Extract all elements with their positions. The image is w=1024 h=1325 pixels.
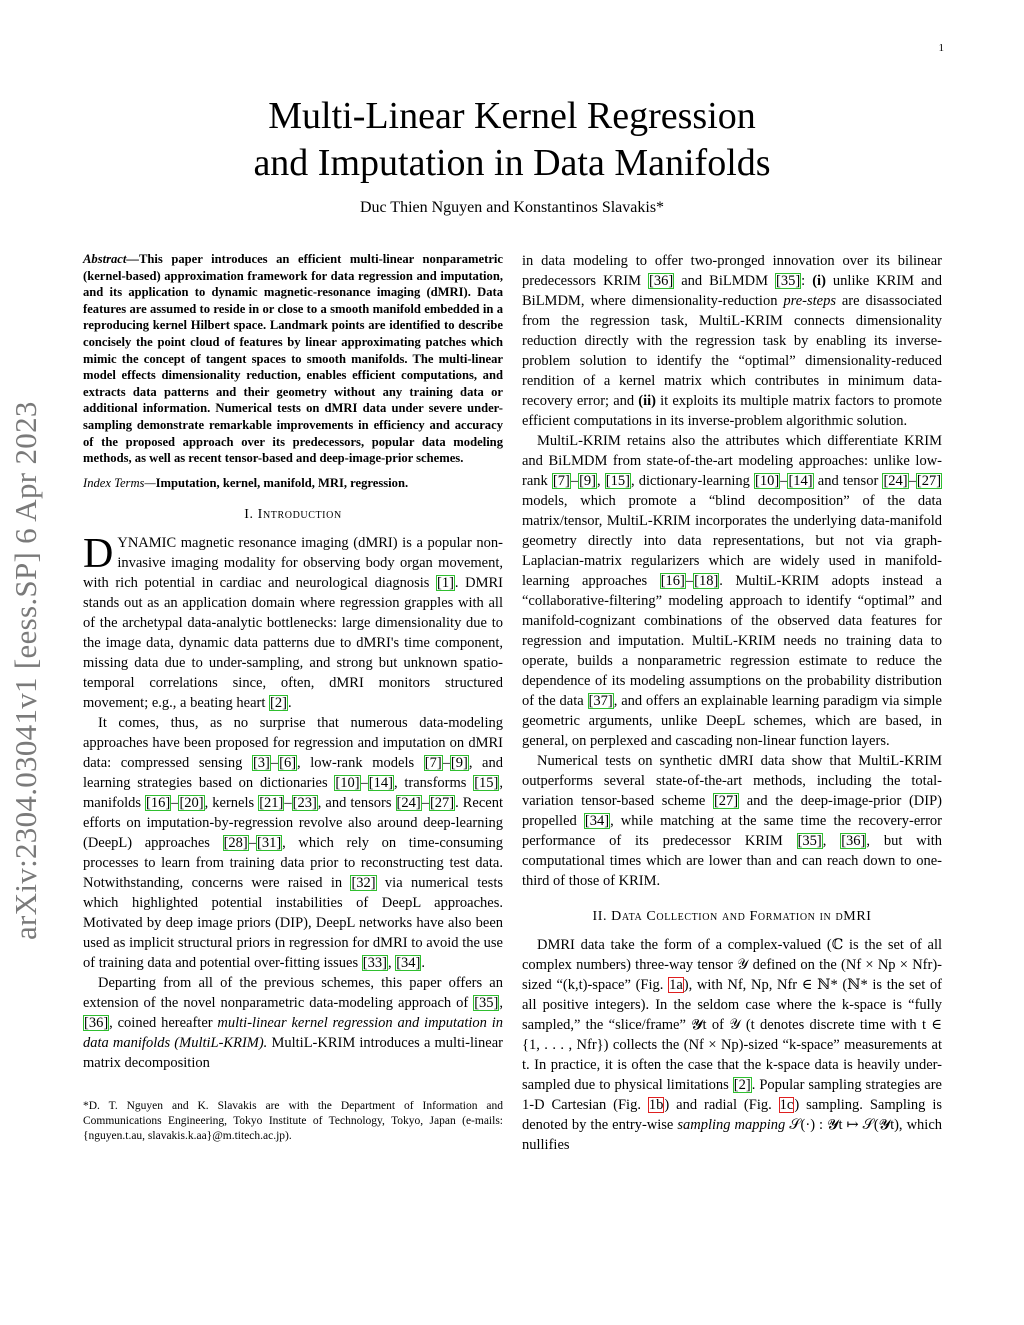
citation-link[interactable]: [9] xyxy=(579,473,597,489)
citation-link[interactable]: [3] xyxy=(252,755,270,772)
paragraph-intro-5: MultiL-KRIM retains also the attributes which differentiate KRIM and BiLMDM from state-of-the-art modeling approaches: unlike low-rank [7]–[9], [15], dictionary-learning [10]–[14] and tensor [24]–[27] models, which promote a “blind decomposition” of the data matrix/tensor, MultiL-KRIM incorporates the underlying data-manifold geometry directly into data representations, but not via graph-Laplacian-matrix regularizers which are widely used in manifold-learning approaches [16]–[18]. MultiL-KRIM adopts instead a “collaborative-filtering” modeling approach to identify “optimal” and manifold-cognizant combinations of the observed data features for regression and imputation. MultiL-KRIM needs no training data to operate, builds a nonparametric regression estimate to reduce the dependence of its modeling assumptions on the probability distribution of the data [37], and offers an explainable learning paradigm via simple geometric arguments, unlike DeepL schemes, which are based, in general, on perplexed and cascading non-linear function layers. xyxy=(522,433,942,749)
index-terms-lead: Index Terms— xyxy=(83,475,156,490)
page-number: 1 xyxy=(938,42,944,54)
citation-link[interactable]: [16] xyxy=(660,573,685,589)
index-terms xyxy=(83,475,503,492)
bold-text: (ii) xyxy=(638,393,656,409)
citation-link[interactable]: [7] xyxy=(552,473,570,489)
paragraph-intro-4: in data modeling to offer two-pronged innovation over its bilinear predecessors KRIM [36] and BiLMDM [35]: (i) unlike KRIM and BiLMDM, where dimensionality-reduction pre-steps are disassociated from the regression task, MultiL-KRIM connects dimensionality reduction directly with the regression task by enabling its inverse-problem solution to identify the “optimal” dimensionality-reduced rendition of a kernel matrix which contributes in minimum data-recovery error; and (ii) it exploits its multiple matrix factors to promote efficient computations in its inverse-problem algorithmic solution. xyxy=(522,253,943,429)
citation-link[interactable]: [21] xyxy=(259,795,284,812)
section-heading-introduction: I. Introduction xyxy=(244,507,342,523)
abstract-lead: Abstract— xyxy=(83,252,139,266)
citation-link[interactable]: [31] xyxy=(257,835,282,852)
emphasis-text: pre-steps xyxy=(783,293,836,309)
citation-link[interactable]: [27] xyxy=(429,795,455,812)
citation-link[interactable]: [14] xyxy=(368,775,393,792)
abstract-body: This paper introduces an efficient multi-linear nonparametric (kernel-based) approximation framework for data regression and imputation, and its application to dynamic magnetic-resonance imaging (dMRI). Data features are assumed to reside in or close to a smooth manifold embedded in a reproducing kernel Hilbert space. Landmark points are identified to describe concisely the point cloud of features by linear approximating patches which mimic the concept of tangent spaces to smooth manifolds. The multi-linear model effects dimensionality reduction, enables efficient computations, and extracts data patterns and their geometry without any training data or additional information. Numerical tests on dMRI data under severe under-sampling demonstrate remarkable improvements in efficiency and accuracy of the proposed approach over its predecessors, popular data modeling methods, as well as recent tensor-based and deep-image-prior schemes. xyxy=(83,252,503,466)
citation-link[interactable]: [10] xyxy=(335,775,360,792)
citation-link[interactable]: [34] xyxy=(396,955,421,972)
paragraph-intro-1 xyxy=(83,533,503,713)
arxiv-identifier: arXiv:2304.03041v1 [eess.SP] 6 Apr 2023 xyxy=(8,401,43,940)
citation-link[interactable]: [7] xyxy=(424,755,442,772)
left-column xyxy=(83,251,503,1144)
drop-cap: D xyxy=(83,531,114,578)
citation-link[interactable]: [14] xyxy=(788,473,813,489)
paragraph-intro-1-text: YNAMIC magnetic resonance imaging (dMRI) is a popular non-invasive imaging modality for observing body organ movement, with rich potential in cardiac and neurological diagnosis [1]. DMRI stands out as an application domain where regression grapples with all of the archetypal data-analytic bottlenecks: large dimensionality due to the image data, dynamic data patterns due to dMRI's time component, missing data due to under-sampling, and strong but unknown spatio-temporal correlations since, often, dMRI monitors structured movement; e.g., a beating heart [2]. xyxy=(83,535,503,712)
emphasis-text: multi-linear kernel regression and imputation in data manifolds (MultiL-KRIM). xyxy=(83,1015,503,1052)
title-line-2: and Imputation in Data Manifolds xyxy=(253,142,771,184)
right-column xyxy=(522,251,942,1155)
figure-link[interactable]: 1c xyxy=(779,1097,794,1113)
bold-text: (i) xyxy=(812,273,826,289)
citation-link[interactable]: [36] xyxy=(841,833,866,849)
citation-link[interactable]: [2] xyxy=(733,1077,751,1093)
citation-link[interactable]: [34] xyxy=(584,813,610,829)
citation-link[interactable]: [20] xyxy=(179,795,204,812)
citation-link[interactable]: [33] xyxy=(362,955,387,972)
citation-link[interactable]: [1] xyxy=(437,575,454,592)
citation-link[interactable]: [24] xyxy=(883,473,908,489)
section-heading-data-collection: II. Data Collection and Formation in dMRI xyxy=(592,909,872,924)
authors: Duc Thien Nguyen and Konstantinos Slavakis* xyxy=(359,199,665,216)
figure-link[interactable]: 1a xyxy=(669,977,683,993)
paragraph-data-1: DMRI data take the form of a complex-valued (ℂ is the set of all complex numbers) three-way tensor 𝒴 defined on the (Nf × Np × Nfr)-sized “(k,t)-space” (Fig. 1a), with Nf, Np, Nfr ∈ ℕ* (ℕ* is the set of all positive integers). In the seldom case where the k-space is “fully sampled,” the “slice/frame” 𝓨t of 𝒴 (t denotes discrete time with t ∈ {1, . . . , Nfr}) collects the (Nf × Np)-sized “k-space” measurements at t. In practice, it is often the case that the k-space data is heavily under-sampled due to physical limitations [2]. Popular sampling strategies are 1-D Cartesian (Fig. 1b) and radial (Fig. 1c) sampling. Sampling is denoted by the entry-wise sampling mapping 𝒮(·) : 𝓨t ↦ 𝒮(𝓨t), which nullifies xyxy=(522,937,943,1153)
paragraph-intro-6: Numerical tests on synthetic dMRI data show that MultiL-KRIM outperforms several state-of-the-art methods, including the total-variation tensor-based scheme [27] and the deep-image-prior (DIP) propelled [34], while matching at the same time the recovery-error performance of its predecessor KRIM [35], [36], but with computational times which are lower than and can reach down to one-third of those of KRIM. xyxy=(522,753,942,889)
citation-link[interactable]: [15] xyxy=(474,775,499,792)
citation-link[interactable]: [35] xyxy=(775,273,801,289)
citation-link[interactable]: [9] xyxy=(450,755,468,772)
citation-link[interactable]: [24] xyxy=(396,795,421,812)
citation-link[interactable]: [37] xyxy=(588,693,613,709)
citation-link[interactable]: [27] xyxy=(713,793,739,809)
citation-link[interactable]: [32] xyxy=(351,875,376,892)
citation-link[interactable]: [35] xyxy=(797,833,822,849)
citation-link[interactable]: [36] xyxy=(649,273,674,289)
emphasis-text: sampling mapping xyxy=(677,1117,786,1133)
title-line-1: Multi-Linear Kernel Regression xyxy=(268,95,756,137)
citation-link[interactable]: [18] xyxy=(694,573,719,589)
citation-link[interactable]: [23] xyxy=(292,795,317,812)
citation-link[interactable]: [2] xyxy=(270,695,287,712)
citation-link[interactable]: [36] xyxy=(84,1015,109,1032)
citation-link[interactable]: [10] xyxy=(755,473,780,489)
citation-link[interactable]: [15] xyxy=(605,473,630,489)
paragraph-intro-2: It comes, thus, as no surprise that numerous data-modeling approaches have been proposed for regression and imputation on dMRI data: compressed sensing [3]–[6], low-rank models [7]–[9], and learning strategies based on dictionaries [10]–[14], transforms [15], manifolds [16]–[20], kernels [21]–[23], and tensors [24]–[27]. Recent efforts on imputation-by-regression revolve also around deep-learning (DeepL) approaches [28]–[31], which rely on time-consuming processes to learn from training data prior to reconstructing test data. Notwithstanding, concerns were raised in [32] via numerical tests which highlighted potential instabilities of DeepL approaches. Motivated by deep image priors (DIP), DeepL networks have also been used as implicit structural priors in regression for dMRI to avoid the use of training data and potential over-fitting issues [33], [34]. xyxy=(83,715,504,972)
citation-link[interactable]: [16] xyxy=(146,795,171,812)
abstract xyxy=(83,251,503,467)
citation-link[interactable]: [6] xyxy=(279,755,297,772)
figure-link[interactable]: 1b xyxy=(648,1097,664,1113)
index-terms-body: Imputation, kernel, manifold, MRI, regression. xyxy=(155,475,409,490)
footnote: *D. T. Nguyen and K. Slavakis are with the Department of Information and Communications Engineering, Tokyo Institute of Technology, Tokyo, Japan (e-mails: {nguyen.t.au, slavakis.k.aa}@m.titech.ac.jp). xyxy=(83,1100,503,1143)
paragraph-intro-3: Departing from all of the previous schemes, this paper offers an extension of the novel nonparametric data-modeling approach of [35], [36], coined hereafter multi-linear kernel regression and imputation in data manifolds (MultiL-KRIM). MultiL-KRIM introduces a multi-linear matrix decomposition xyxy=(83,975,503,1072)
citation-link[interactable]: [27] xyxy=(916,473,942,489)
citation-link[interactable]: [28] xyxy=(223,835,248,852)
paper-title xyxy=(0,93,1024,187)
citation-link[interactable]: [35] xyxy=(474,995,499,1012)
